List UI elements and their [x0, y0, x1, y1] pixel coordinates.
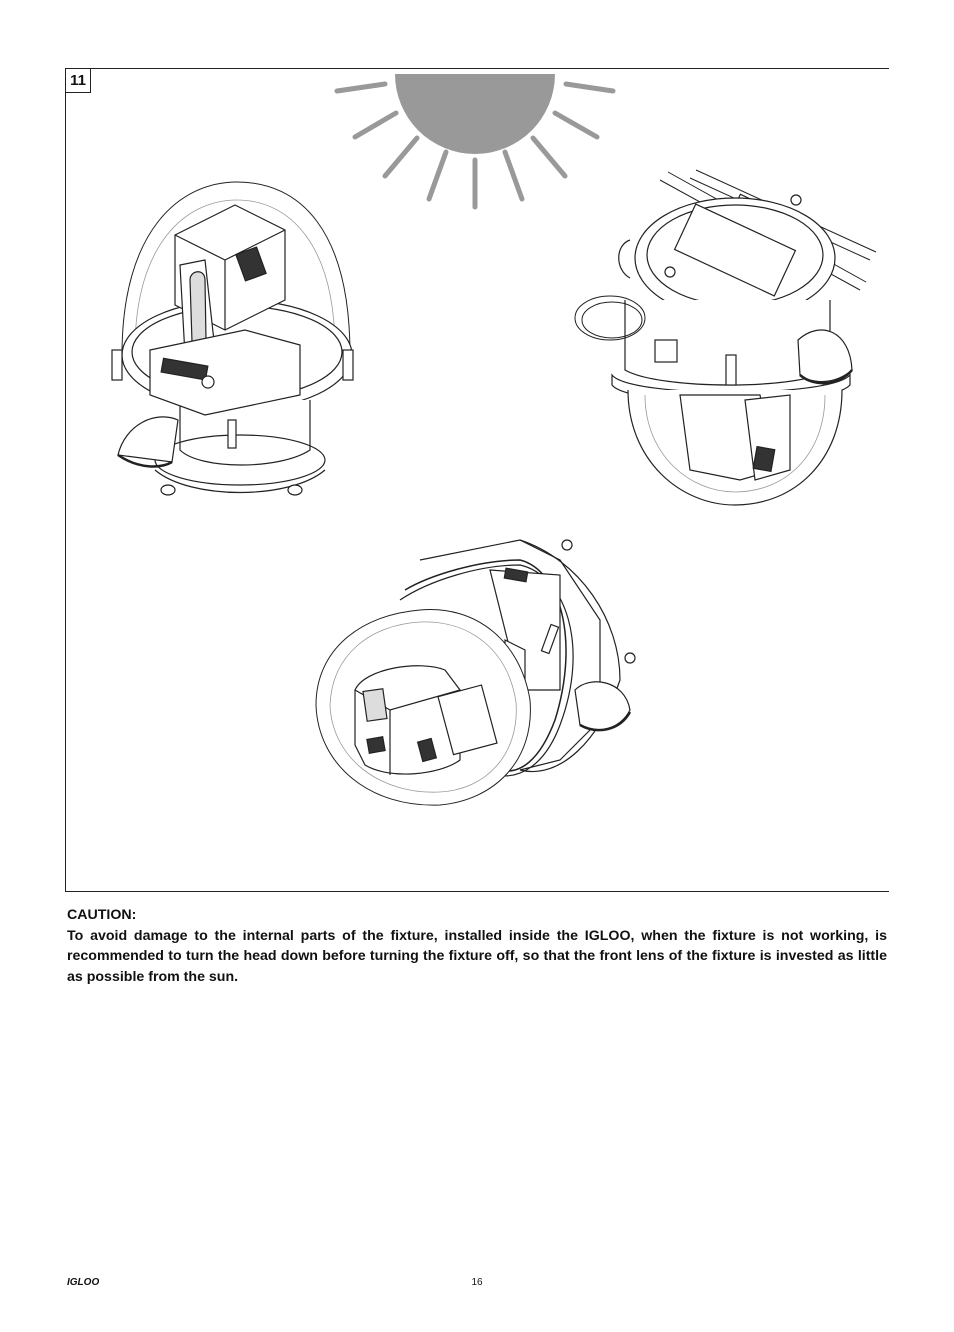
- footer-page-number: 16: [471, 1277, 483, 1288]
- caution-title: CAUTION:: [67, 907, 137, 923]
- figure-number: 11: [65, 68, 91, 93]
- igloo-fixture-hanging: [575, 170, 876, 505]
- igloo-fixture-upright: [112, 182, 353, 495]
- caution-text: To avoid damage to the internal parts of the fixture, installed inside the IGLOO, when the fixture is not working, is recommended to turn the head down before turning the fixture off, so that the front lens of the fixture is invested as little as possible from the sun.: [67, 927, 887, 985]
- igloo-fixture-tilted: [316, 540, 635, 805]
- caution-block: [67, 905, 887, 987]
- sun-icon: [337, 74, 613, 207]
- footer-brand: IGLOO: [67, 1277, 100, 1288]
